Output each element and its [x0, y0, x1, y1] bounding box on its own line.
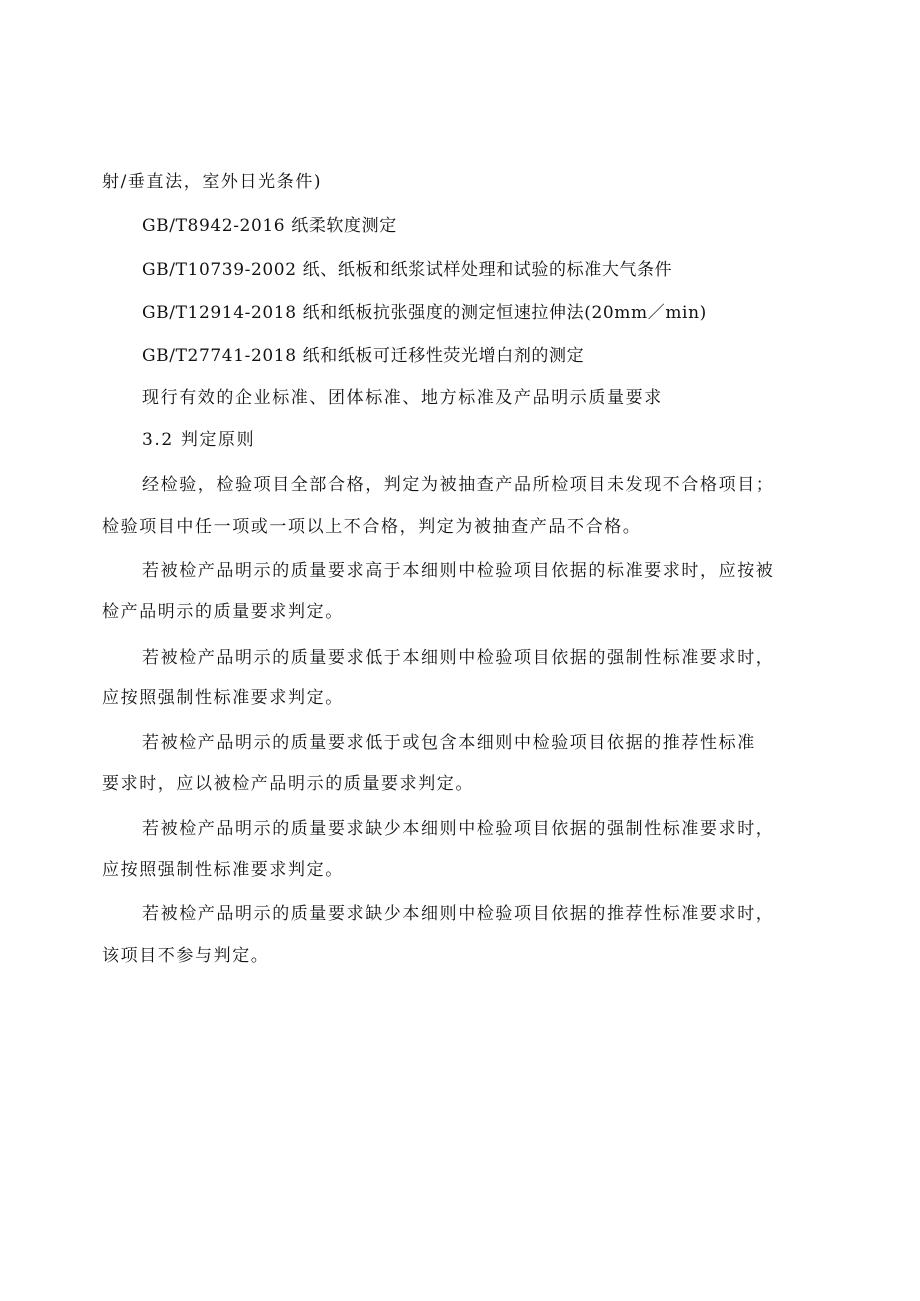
paragraph-line: 若被检产品明示的质量要求低于本细则中检验项目依据的强制性标准要求时， [142, 648, 775, 668]
standard-item: 现行有效的企业标准、团体标准、地方标准及产品明示质量要求 [142, 388, 663, 408]
standard-item: GB/T10739-2002 纸、纸板和纸浆试样处理和试验的标准大气条件 [142, 260, 673, 280]
paragraph-line: 应按照强制性标准要求判定。 [102, 860, 344, 880]
paragraph-line: 经检验，检验项目全部合格，判定为被抽查产品所检项目未发现不合格项目； [142, 475, 775, 495]
paragraph-line: 要求时，应以被检产品明示的质量要求判定。 [102, 774, 474, 794]
standard-item: GB/T12914-2018 纸和纸板抗张强度的测定恒速拉伸法(20mm／min) [142, 303, 707, 323]
paragraph-line: 若被检产品明示的质量要求低于或包含本细则中检验项目依据的推荐性标准 [142, 733, 756, 753]
paragraph-line: 若被检产品明示的质量要求高于本细则中检验项目依据的标准要求时，应按被 [142, 561, 775, 581]
paragraph-line: 若被检产品明示的质量要求缺少本细则中检验项目依据的推荐性标准要求时， [142, 904, 775, 924]
standard-item: GB/T27741-2018 纸和纸板可迁移性荧光增白剂的测定 [142, 346, 585, 366]
standard-item: GB/T8942-2016 纸柔软度测定 [142, 216, 397, 236]
paragraph-line: 若被检产品明示的质量要求缺少本细则中检验项目依据的强制性标准要求时， [142, 819, 775, 839]
paragraph-line: 该项目不参与判定。 [102, 946, 270, 966]
paragraph-line: 应按照强制性标准要求判定。 [102, 688, 344, 708]
paragraph-line: 检验项目中任一项或一项以上不合格，判定为被抽查产品不合格。 [102, 517, 642, 537]
continuation-text: 射/垂直法，室外日光条件) [102, 172, 323, 192]
paragraph-line: 检产品明示的质量要求判定。 [102, 602, 344, 622]
section-heading: 3.2 判定原则 [142, 430, 256, 450]
